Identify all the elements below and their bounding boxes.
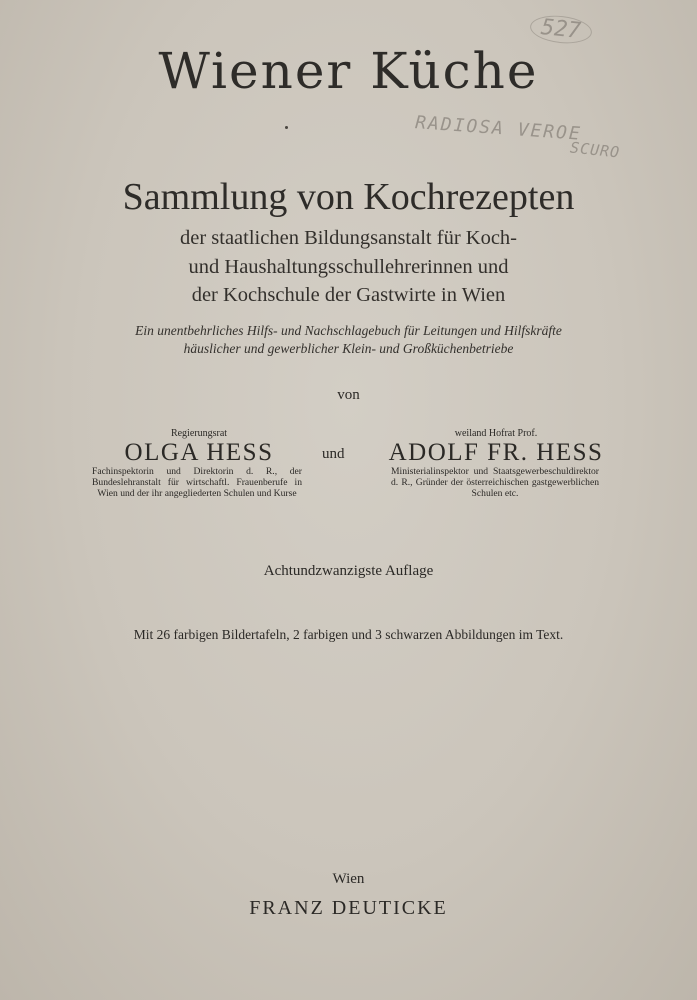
edition-line: Achtundzwanzigste Auflage [263, 563, 434, 579]
ornament-dot [285, 126, 288, 129]
author-left-description: Fachinspektorin und Direktorin d. R., der Bundeslehranstalt für wirtschaftl. Frauenberufe in Wien und der ihr angegliederten Schulen und Kurse [92, 466, 302, 499]
author-right [385, 428, 607, 499]
illustrations-line: Mit 26 farbigen Bildertafeln, 2 farbigen und 3 schwarzen Abbildungen im Text. [133, 627, 564, 642]
institution-line: der Kochschule der Gastwirte in Wien [191, 284, 506, 306]
author-right-name: ADOLF FR. HESS [388, 439, 604, 466]
book-title: Wiener Küche [158, 42, 539, 100]
by-word: von [337, 387, 360, 403]
publisher-name: FRANZ DEUTICKE [249, 897, 448, 919]
and-word: und [322, 446, 345, 462]
pencil-owner-line1: RADIOSA VEROE [414, 112, 583, 145]
institution-line: und Haushaltungsschullehrerinnen und [188, 256, 509, 278]
book-subtitle: Sammlung von Kochrezepten [122, 176, 575, 218]
institution-line: der staatlichen Bildungsanstalt für Koch- [179, 227, 518, 249]
author-left-title: Regierungsrat [170, 428, 228, 439]
author-right-title: weiland Hofrat Prof. [454, 428, 538, 439]
description-line: Ein unentbehrliches Hilfs- und Nachschlagebuch für Leitungen und Hilfskräfte [135, 323, 562, 338]
pencil-number: 527 [529, 13, 593, 46]
author-left-name: OLGA HESS [124, 439, 274, 466]
publisher-city: Wien [332, 871, 365, 887]
author-left [88, 428, 310, 499]
description-line: häuslicher und gewerblicher Klein- und Großküchenbetriebe [183, 341, 514, 356]
pencil-owner-line2: SCURO [569, 138, 621, 162]
author-right-description: Ministerialinspektor und Staatsgewerbeschuldirektor d. R., Gründer der österreichischen gastgewerblichen Schulen etc. [391, 466, 599, 499]
